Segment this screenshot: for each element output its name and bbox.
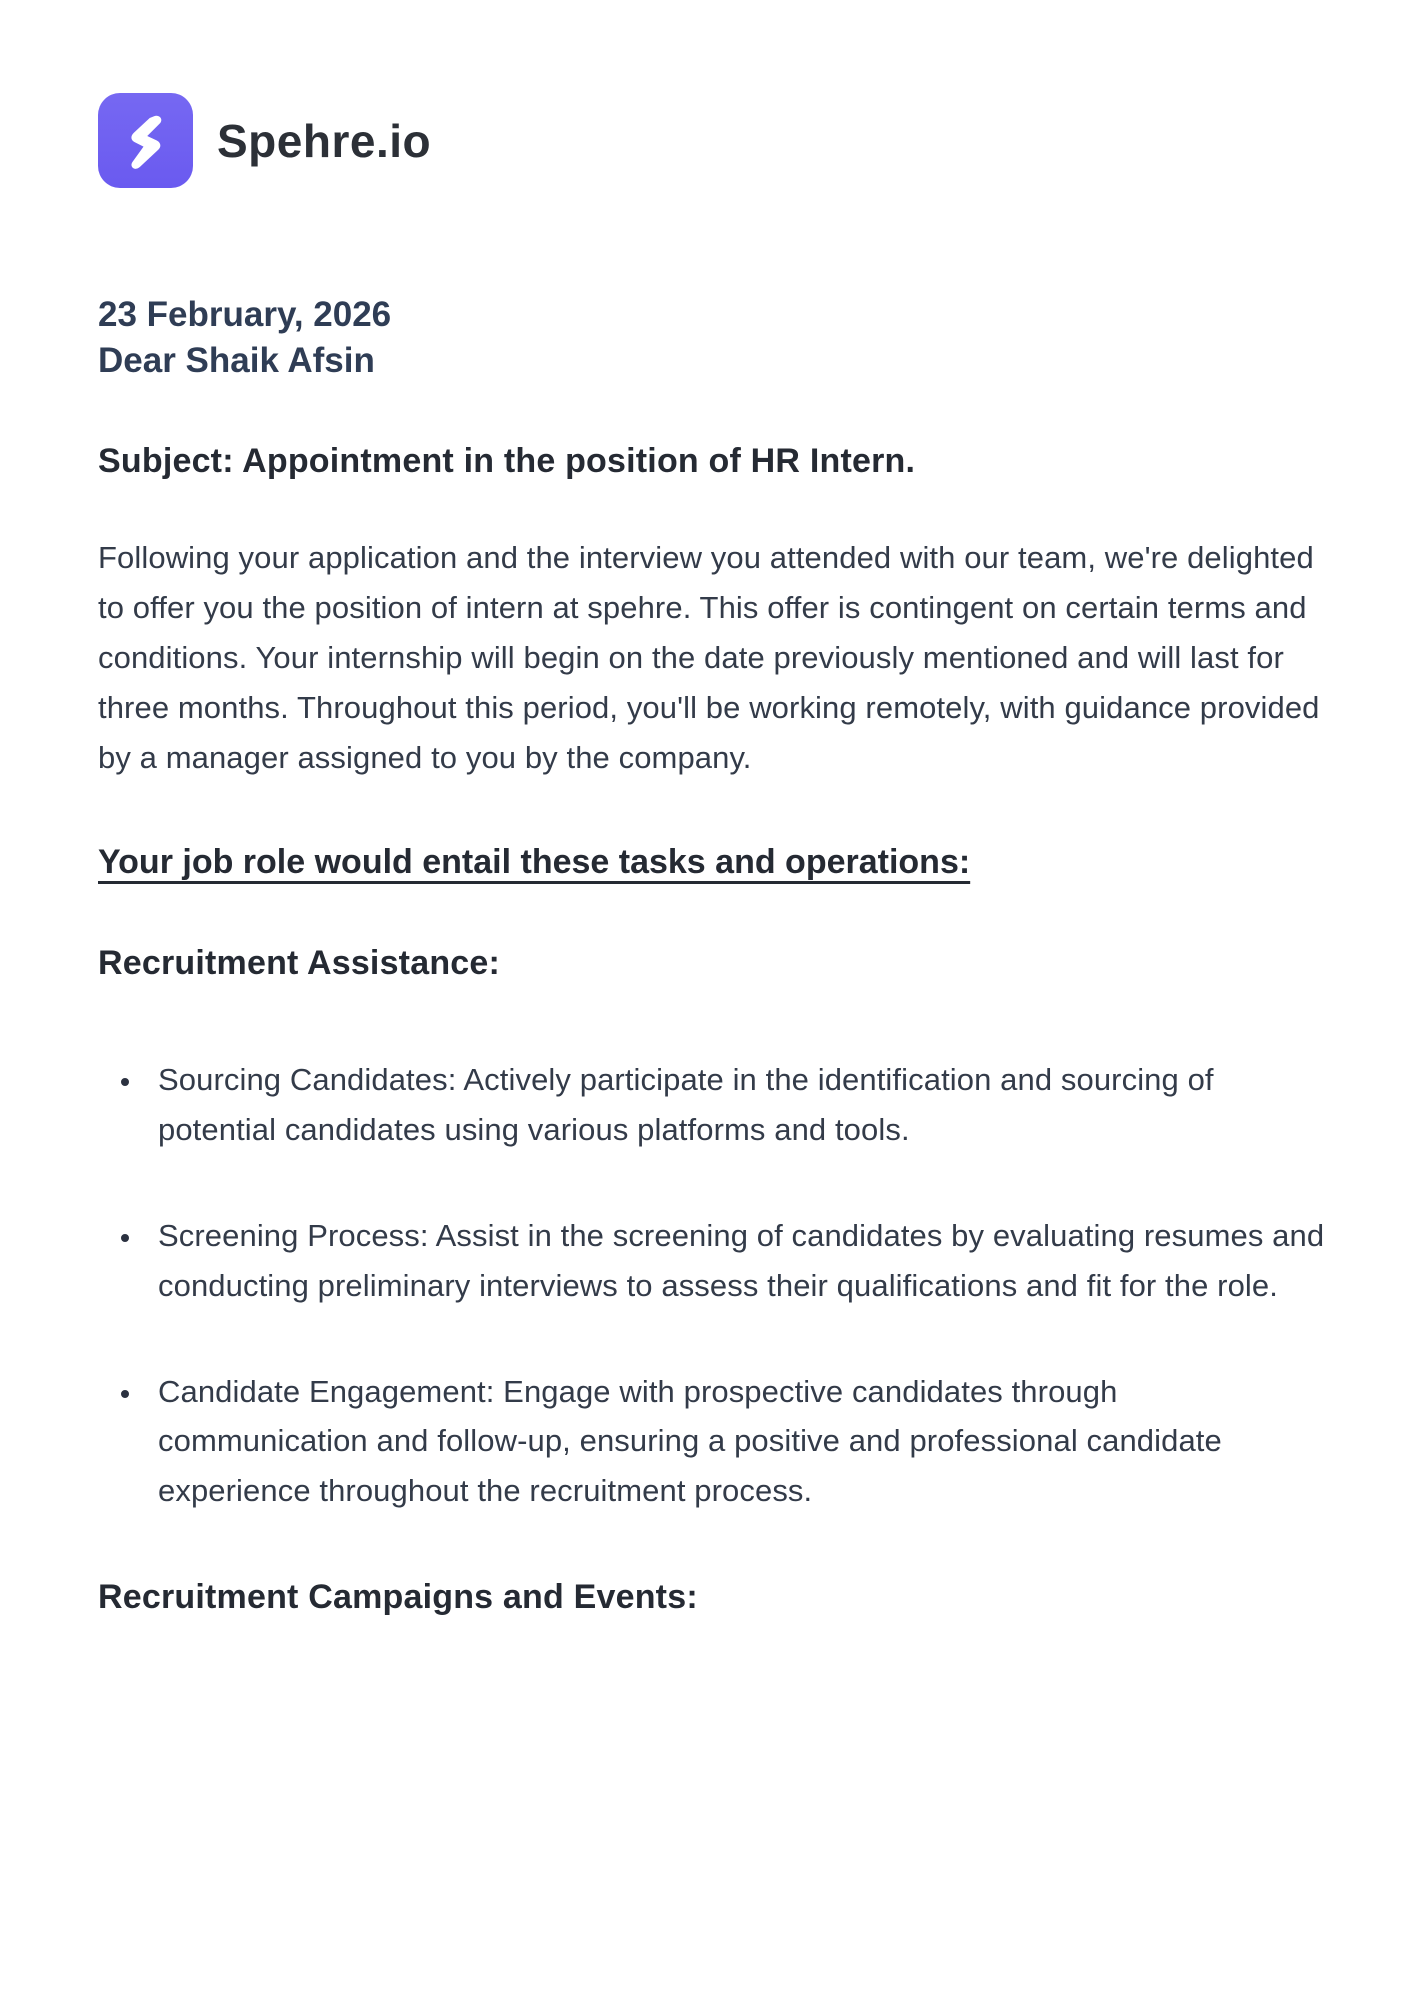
brand-header — [98, 93, 1330, 188]
date-salutation-block — [98, 292, 1330, 384]
recruitment-assistance-list — [98, 1055, 1330, 1516]
bullet-item-candidate-engagement: • Candidate Engagement: Engage with prospective candidates through communication and follow-up, ensuring a positive and professional candidate experience throughout the recruitment process. — [144, 1367, 1330, 1517]
bullet-item-sourcing-candidates: • Sourcing Candidates: Actively participate in the identification and sourcing of potential candidates using various platforms and tools. — [144, 1055, 1330, 1155]
subject-line: Subject: Appointment in the position of HR Intern. — [98, 442, 916, 481]
spehre-logo-icon — [98, 93, 193, 188]
salutation: Dear Shaik Afsin — [98, 341, 375, 381]
letter-body — [98, 292, 1330, 1617]
letter-date: 23 February, 2026 — [98, 295, 392, 334]
bullet-item-screening-process: • Screening Process: Assist in the screening of candidates by evaluating resumes and conducting preliminary interviews to assess their qualifications and fit for the role. — [144, 1211, 1330, 1311]
section-title-recruitment-campaigns: Recruitment Campaigns and Events: — [98, 1578, 698, 1617]
job-role-heading: Your job role would entail these tasks and operations: — [98, 842, 971, 881]
brand-name: Spehre.io — [217, 114, 432, 167]
section-title-recruitment-assistance: Recruitment Assistance: — [98, 943, 501, 982]
intro-paragraph: Following your application and the interview you attended with our team, we're delighted to offer you the position of intern at spehre. This offer is contingent on certain terms and conditions. Your internship will begin on the date previously mentioned and will last for three months. Throughout this period, you'll be working remotely, with guidance provided by a manager assigned to you by the company. — [98, 540, 1320, 775]
